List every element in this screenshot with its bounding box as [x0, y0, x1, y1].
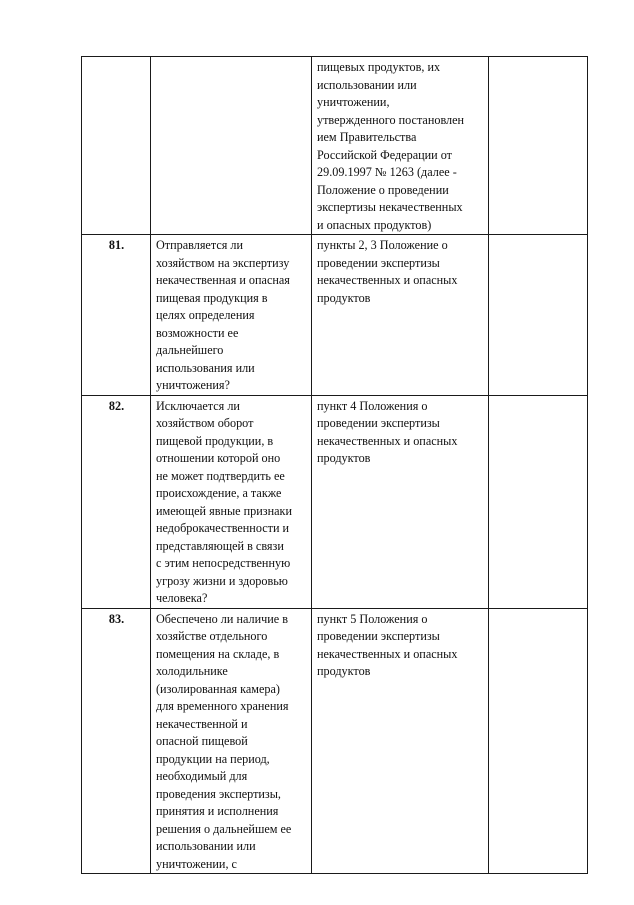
table-row [82, 395, 588, 608]
note-cell [489, 57, 588, 235]
row-number: 82. [82, 395, 151, 608]
reference-cell: пункт 4 Положения о проведении экспертизы некачественных и опасных продуктов [312, 395, 489, 608]
question-cell: Обеспечено ли наличие в хозяйстве отдельного помещения на складе, в холодильнике (изолированная камера) для временного хранения некачественной и опасной пищевой продукции на период, необходимый для проведения экспертизы, принятия и исполнения решения о дальнейшем ее использовании или уничтожении, с [151, 608, 312, 874]
note-cell [489, 608, 588, 874]
question-cell: Отправляется ли хозяйством на экспертизу некачественная и опасная пищевая продукция в целях определения возможности ее дальнейшего использования или уничтожения? [151, 235, 312, 396]
reference-cell: пищевых продуктов, их использовании или уничтожении, утвержденного постановлен ием Правительства Российской Федерации от 29.09.1997 № 1263 (далее - Положение о проведении экспертизы некачественных и опасных продуктов) [312, 57, 489, 235]
table-row [82, 608, 588, 874]
row-number [82, 57, 151, 235]
reference-cell: пункты 2, 3 Положение о проведении экспертизы некачественных и опасных продуктов [312, 235, 489, 396]
reference-cell: пункт 5 Положения о проведении экспертизы некачественных и опасных продуктов [312, 608, 489, 874]
row-number: 83. [82, 608, 151, 874]
table-row [82, 57, 588, 235]
checklist-table [81, 56, 588, 874]
question-cell: Исключается ли хозяйством оборот пищевой продукции, в отношении которой оно не может подтвердить ее происхождение, а также имеющей явные признаки недоброкачественности и представляющей в связи с этим непосредственную угрозу жизни и здоровью человека? [151, 395, 312, 608]
note-cell [489, 235, 588, 396]
question-cell [151, 57, 312, 235]
row-number: 81. [82, 235, 151, 396]
note-cell [489, 395, 588, 608]
table-row [82, 235, 588, 396]
